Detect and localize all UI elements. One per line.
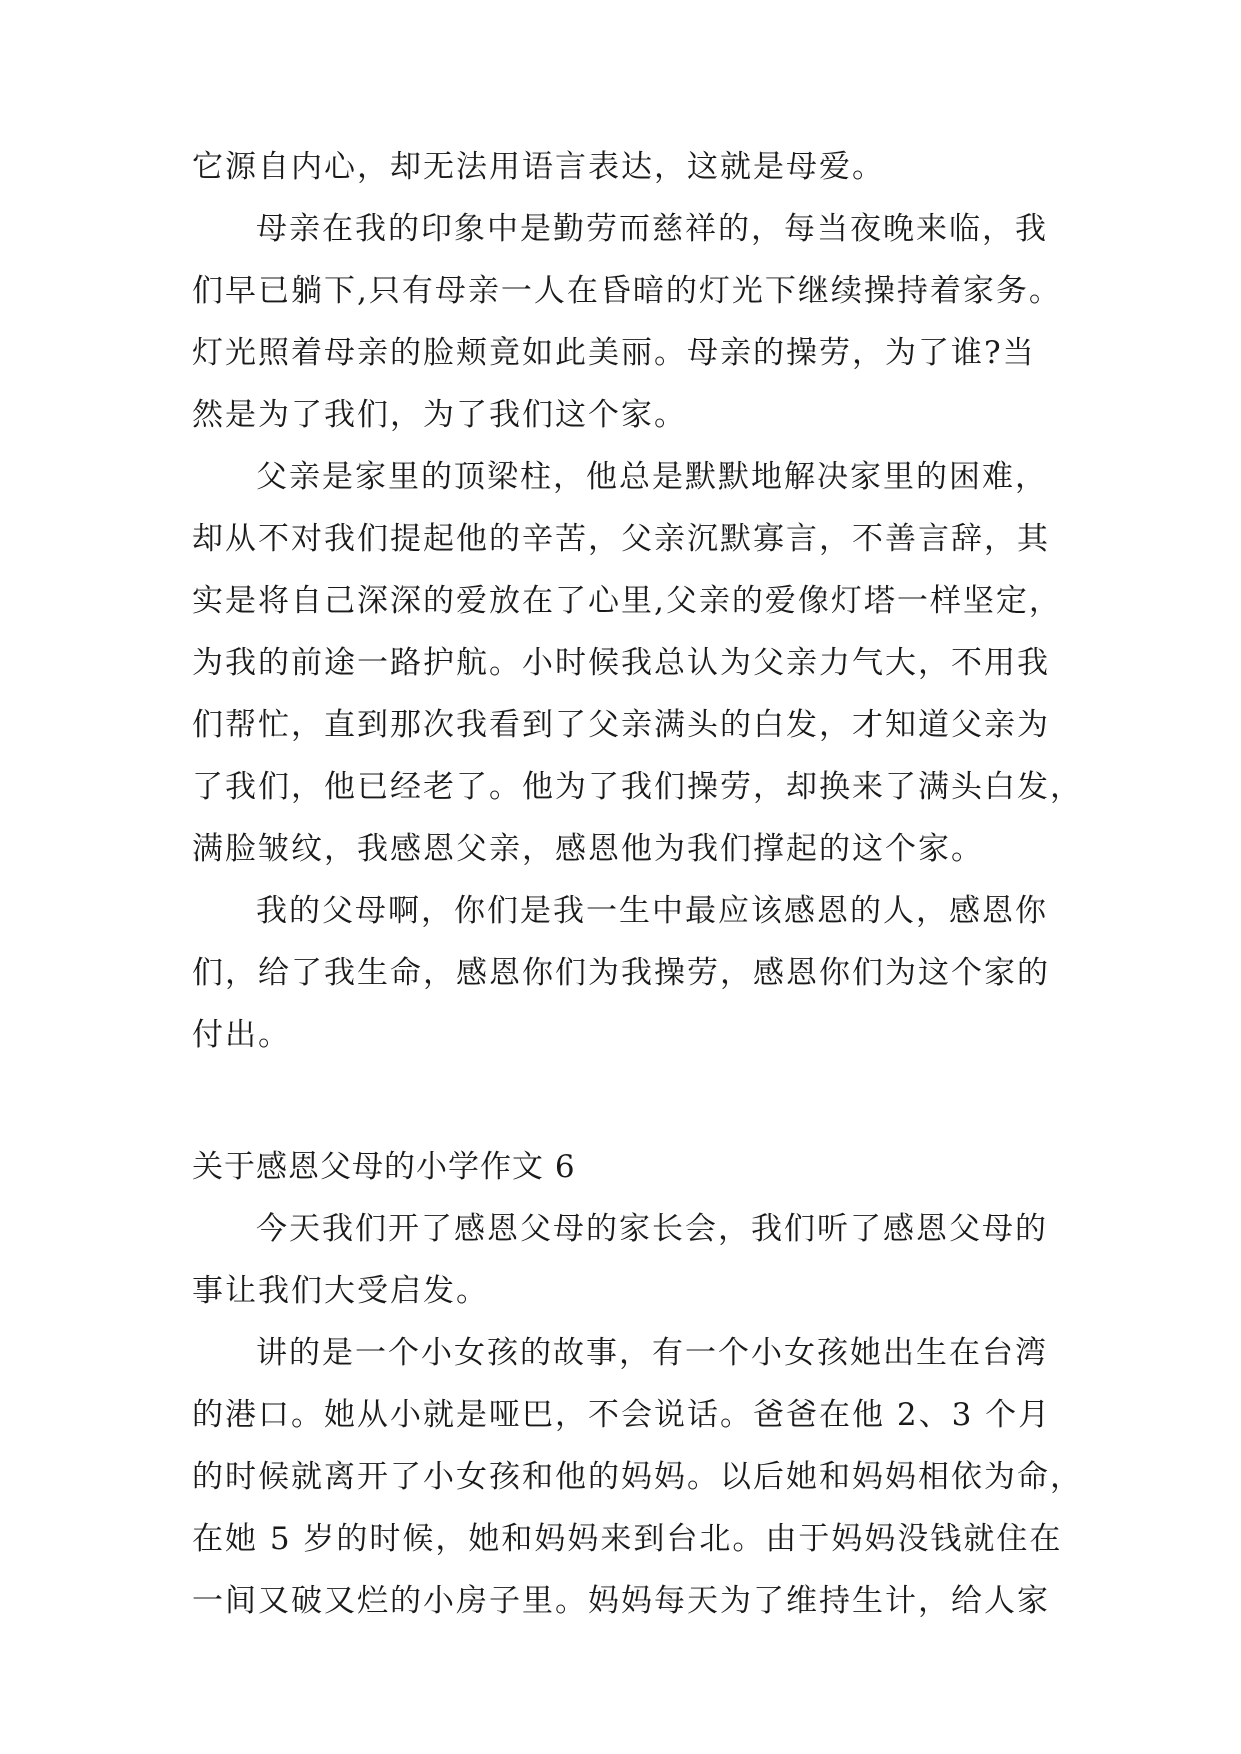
text-line: 我的父母啊，你们是我一生中最应该感恩的人，感恩你	[256, 893, 1048, 929]
text-line: 事让我们大受启发。	[192, 1273, 489, 1309]
text-line: 了我们，他已经老了。他为了我们操劳，却换来了满头白发，	[192, 769, 1083, 805]
text-line: 实是将自己深深的爱放在了心里,父亲的爱像灯塔一样坚定，	[192, 583, 1062, 619]
paragraph-meeting	[192, 1198, 1072, 1322]
paragraph-story	[192, 1322, 1083, 1632]
section-gap	[192, 1066, 1072, 1136]
paragraph-father	[192, 446, 1083, 880]
text-line: 们帮忙，直到那次我看到了父亲满头的白发，才知道父亲为	[192, 707, 1050, 743]
text-line: 母亲在我的印象中是勤劳而慈祥的，每当夜晚来临，我	[256, 211, 1048, 247]
text-line: 的时候就离开了小女孩和他的妈妈。以后她和妈妈相依为命，	[192, 1459, 1083, 1495]
section-heading: 关于感恩父母的小学作文 6	[192, 1149, 576, 1185]
text-line: 的港口。她从小就是哑巴，不会说话。爸爸在他 2、3 个月	[192, 1397, 1052, 1433]
text-line: 它源自内心，却无法用语言表达，这就是母爱。	[192, 149, 885, 185]
paragraph-parents	[192, 880, 1072, 1066]
text-line: 今天我们开了感恩父母的家长会，我们听了感恩父母的	[256, 1211, 1048, 1247]
text-line: 在她 5 岁的时候，她和妈妈来到台北。由于妈妈没钱就住在	[192, 1521, 1063, 1557]
paragraph-mother	[192, 198, 1072, 446]
text-line: 满脸皱纹，我感恩父亲，感恩他为我们撑起的这个家。	[192, 831, 984, 867]
text-line: 为我的前途一路护航。小时候我总认为父亲力气大，不用我	[192, 645, 1050, 681]
text-line: 讲的是一个小女孩的故事，有一个小女孩她出生在台湾	[256, 1335, 1048, 1371]
text-line: 然是为了我们，为了我们这个家。	[192, 397, 687, 433]
text-line: 们早已躺下,只有母亲一人在昏暗的灯光下继续操持着家务。	[192, 273, 1062, 309]
article-body	[192, 136, 1083, 1632]
text-line: 付出。	[192, 1017, 291, 1053]
text-line: 父亲是家里的顶梁柱，他总是默默地解决家里的困难，	[256, 459, 1048, 495]
text-line: 灯光照着母亲的脸颊竟如此美丽。母亲的操劳，为了谁?当	[192, 335, 1036, 371]
text-line: 们，给了我生命，感恩你们为我操劳，感恩你们为这个家的	[192, 955, 1050, 991]
text-line: 一间又破又烂的小房子里。妈妈每天为了维持生计，给人家	[192, 1583, 1050, 1619]
text-line: 却从不对我们提起他的辛苦，父亲沉默寡言，不善言辞，其	[192, 521, 1050, 557]
